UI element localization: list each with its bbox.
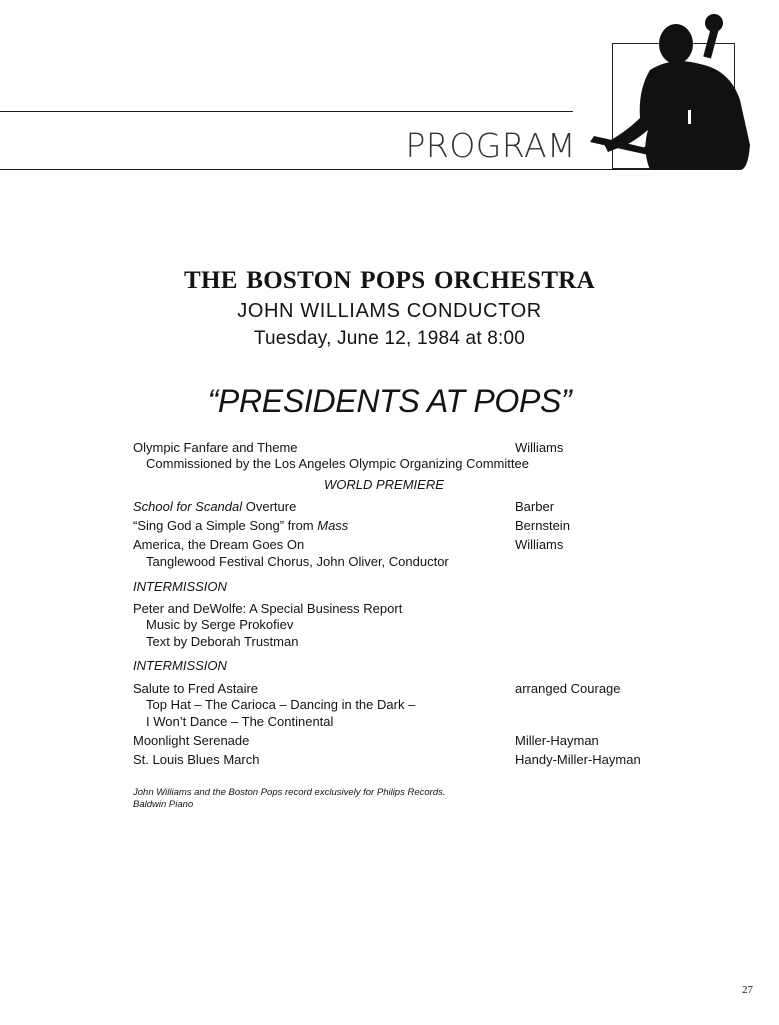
composer-stlouis: Handy-Miller-Hayman (515, 752, 641, 767)
intermission-label-1: INTERMISSION (133, 579, 227, 594)
program-item-moonlight: Moonlight Serenade (133, 733, 250, 748)
header-rule-top (0, 111, 573, 112)
composer-america: Williams (515, 537, 564, 552)
concert-date: Tuesday, June 12, 1984 at 8:00 (253, 328, 526, 349)
footnote-piano: Baldwin Piano (133, 799, 194, 810)
program-note-peter-music: Music by Serge Prokofiev (146, 617, 294, 632)
conductor-line: JOHN WILLIAMS CONDUCTOR (237, 300, 542, 322)
sing-text: “Sing God a Simple Song” from (133, 518, 318, 533)
composer-olympic: Williams (515, 440, 564, 455)
composer-sing: Bernstein (515, 518, 570, 533)
cellist-silhouette-icon (590, 10, 765, 175)
program-item-olympic: Olympic Fanfare and Theme (133, 440, 298, 455)
program-note-salute-songs-1: Top Hat – The Carioca – Dancing in the Dark – (146, 697, 416, 712)
program-item-scandal (133, 499, 296, 515)
program-item-salute: Salute to Fred Astaire (133, 681, 259, 696)
intermission-label-2: INTERMISSION (133, 658, 227, 673)
program-item-america: America, the Dream Goes On (133, 537, 305, 552)
program-note-peter-text: Text by Deborah Trustman (146, 634, 299, 649)
page-number: 27 (742, 984, 753, 996)
program-note-salute-songs-2: I Won’t Dance – The Continental (146, 714, 334, 729)
composer-moonlight: Miller-Hayman (515, 733, 599, 748)
orchestra-name: THE BOSTON POPS ORCHESTRA (183, 267, 596, 294)
scandal-title: School for Scandal (133, 499, 243, 514)
scandal-rest: Overture (242, 499, 297, 514)
sing-mass: Mass (317, 518, 349, 533)
program-item-peter: Peter and DeWolfe: A Special Business Report (133, 601, 403, 616)
footnote-recording: John Williams and the Boston Pops record exclusively for Philips Records. (133, 787, 446, 798)
program-item-stlouis: St. Louis Blues March (133, 752, 260, 767)
concert-title: “PRESIDENTS AT POPS” (207, 383, 572, 419)
world-premiere-label: WORLD PREMIERE (324, 477, 444, 492)
composer-scandal: Barber (515, 499, 555, 514)
program-heading: PROGRAM (405, 126, 576, 165)
composer-salute: arranged Courage (515, 681, 621, 696)
program-note-tanglewood: Tanglewood Festival Chorus, John Oliver, Conductor (146, 554, 449, 569)
program-item-sing (133, 518, 348, 534)
program-note-olympic: Commissioned by the Los Angeles Olympic Organizing Committee (146, 456, 529, 471)
